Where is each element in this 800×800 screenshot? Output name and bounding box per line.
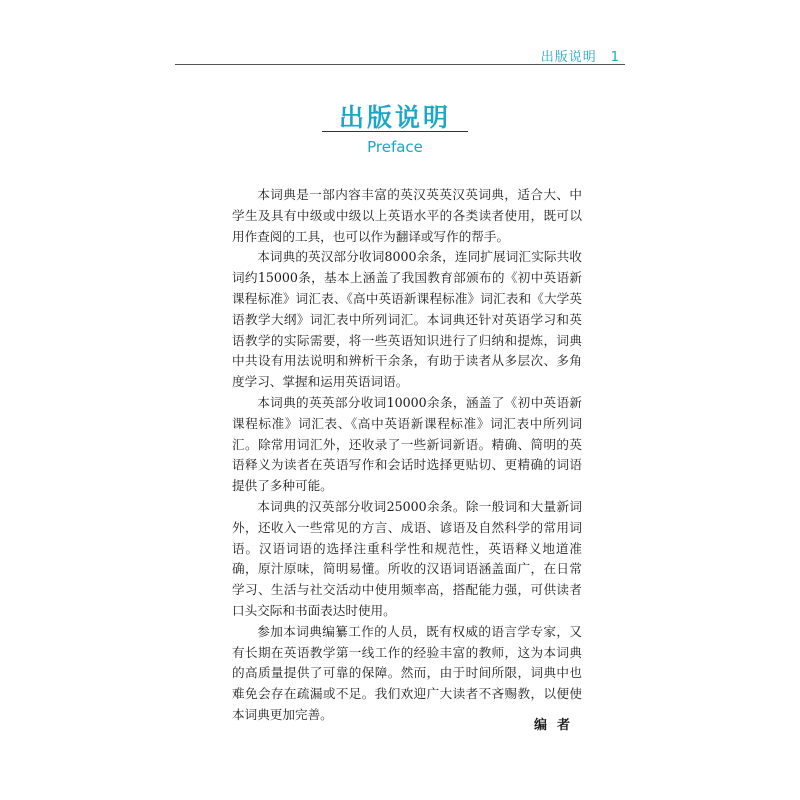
title-divider bbox=[322, 131, 468, 132]
header-divider bbox=[175, 64, 625, 65]
page-title: 出版说明 bbox=[338, 103, 451, 132]
paragraph-5: 参加本词典编纂工作的人员，既有权威的语言学专家，又有长期在英语教学第一线工作的经验丰富的教师，这为本词典的高质量提供了可靠的保障。然而，由于时间所限，词典中也难免会存在疏漏或不足。我们欢迎广大读者不吝赐教，以便使本词典更加完善。 bbox=[232, 623, 582, 722]
signature: 编者 bbox=[533, 718, 580, 733]
running-header-section: 出版说明 bbox=[540, 50, 597, 65]
paragraph-1: 本词典是一部内容丰富的英汉英英汉英词典，适合大、中学生及具有中级或中级以上英语水平的各类读者使用，既可以用作查阅的工具，也可以作为翻译或写作的帮手。 bbox=[232, 187, 582, 244]
page-subtitle: Preface bbox=[367, 138, 423, 156]
paragraph-4: 本词典的汉英部分收词25000余条。除一般词和大量新词外，还收入一些常见的方言、成语、谚语及自然科学的常用词语。汉语词语的选择注重科学性和规范性，英语释义地道准确，原汁原味，简明易懂。所收的汉语词语涵盖面广，在日常学习、生活与社交活动中使用频率高，搭配能力强，可供读者口头交际和书面表达时使用。 bbox=[232, 498, 582, 618]
running-header bbox=[470, 46, 620, 65]
page-number: 1 bbox=[610, 50, 620, 65]
preface-body bbox=[232, 185, 582, 726]
paragraph-2: 本词典的英汉部分收词8000余条，连同扩展词汇实际共收词约15000条，基本上涵盖了我国教育部颁布的《初中英语新课程标准》词汇表、《高中英语新课程标准》词汇表和《大学英语教学大纲》词汇表中所列词汇。本词典还针对英语学习和英语教学的实际需要，将一些英语知识进行了归纳和提炼，词典中共设有用法说明和辨析干余条，有助于读者从多层次、多角度学习、掌握和运用英语词语。 bbox=[232, 249, 582, 390]
paragraph-3: 本词典的英英部分收词10000余条，涵盖了《初中英语新课程标准》词汇表、《高中英语新课程标准》词汇表中所列词汇。除常用词汇外，还收录了一些新词新语。精确、简明的英语释义为读者在英语写作和会话时选择更贴切、更精确的词语提供了多种可能。 bbox=[232, 394, 582, 494]
